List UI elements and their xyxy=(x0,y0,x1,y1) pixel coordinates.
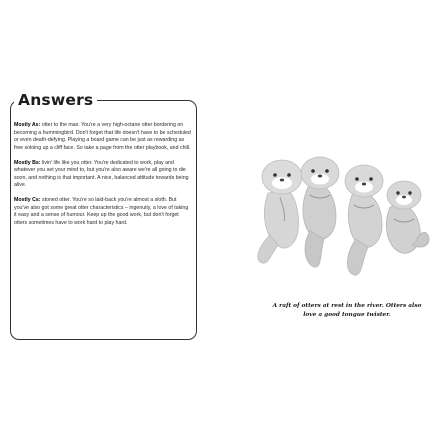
otter-1 xyxy=(258,160,302,263)
answer-label: Mostly Cs: xyxy=(14,197,41,204)
answer-mostly-as xyxy=(14,122,192,152)
otter-4 xyxy=(386,181,429,253)
caption-line-1: A raft of otters at rest in the river. Otters also xyxy=(272,303,422,309)
answer-text: stoned otter. You're so laid-back you're almost a sloth. But you've also got some great otter characteristics – ingenuity, a love of taking it easy and a sense of humour. Keep up the good work, but don't forget otters sometimes have to work hard to play hard. xyxy=(14,197,189,227)
answer-text: livin' life like you otter. You're dedicated to work, play and whatever you set your mind to, but you're also aware we're all going to die soon, and nothing is that important. A nice, balanced attitude towards being alive. xyxy=(14,159,189,189)
answer-mostly-bs xyxy=(14,160,192,190)
otter-3 xyxy=(345,165,383,275)
answer-label: Mostly Bs: xyxy=(14,159,41,166)
answers-title: Answers xyxy=(14,90,97,110)
otter-2 xyxy=(301,157,339,267)
answers-content xyxy=(14,122,192,235)
otters-raft-illustration xyxy=(240,135,440,285)
illustration-caption xyxy=(262,302,432,320)
answer-label: Mostly As: xyxy=(14,122,41,128)
answer-mostly-cs xyxy=(14,197,192,227)
answer-text: otter to the max. You're a very high-octane otter bordering on becoming a hummingbird. Don't forget that life doesn't have to be scheduled or even death-defying. Playing a board game can be just as rewarding as free soloing up a cliff face. So take a page from the otter playbook, and chill. xyxy=(14,122,191,151)
caption-line-2: love a good tongue twister. xyxy=(303,312,391,318)
